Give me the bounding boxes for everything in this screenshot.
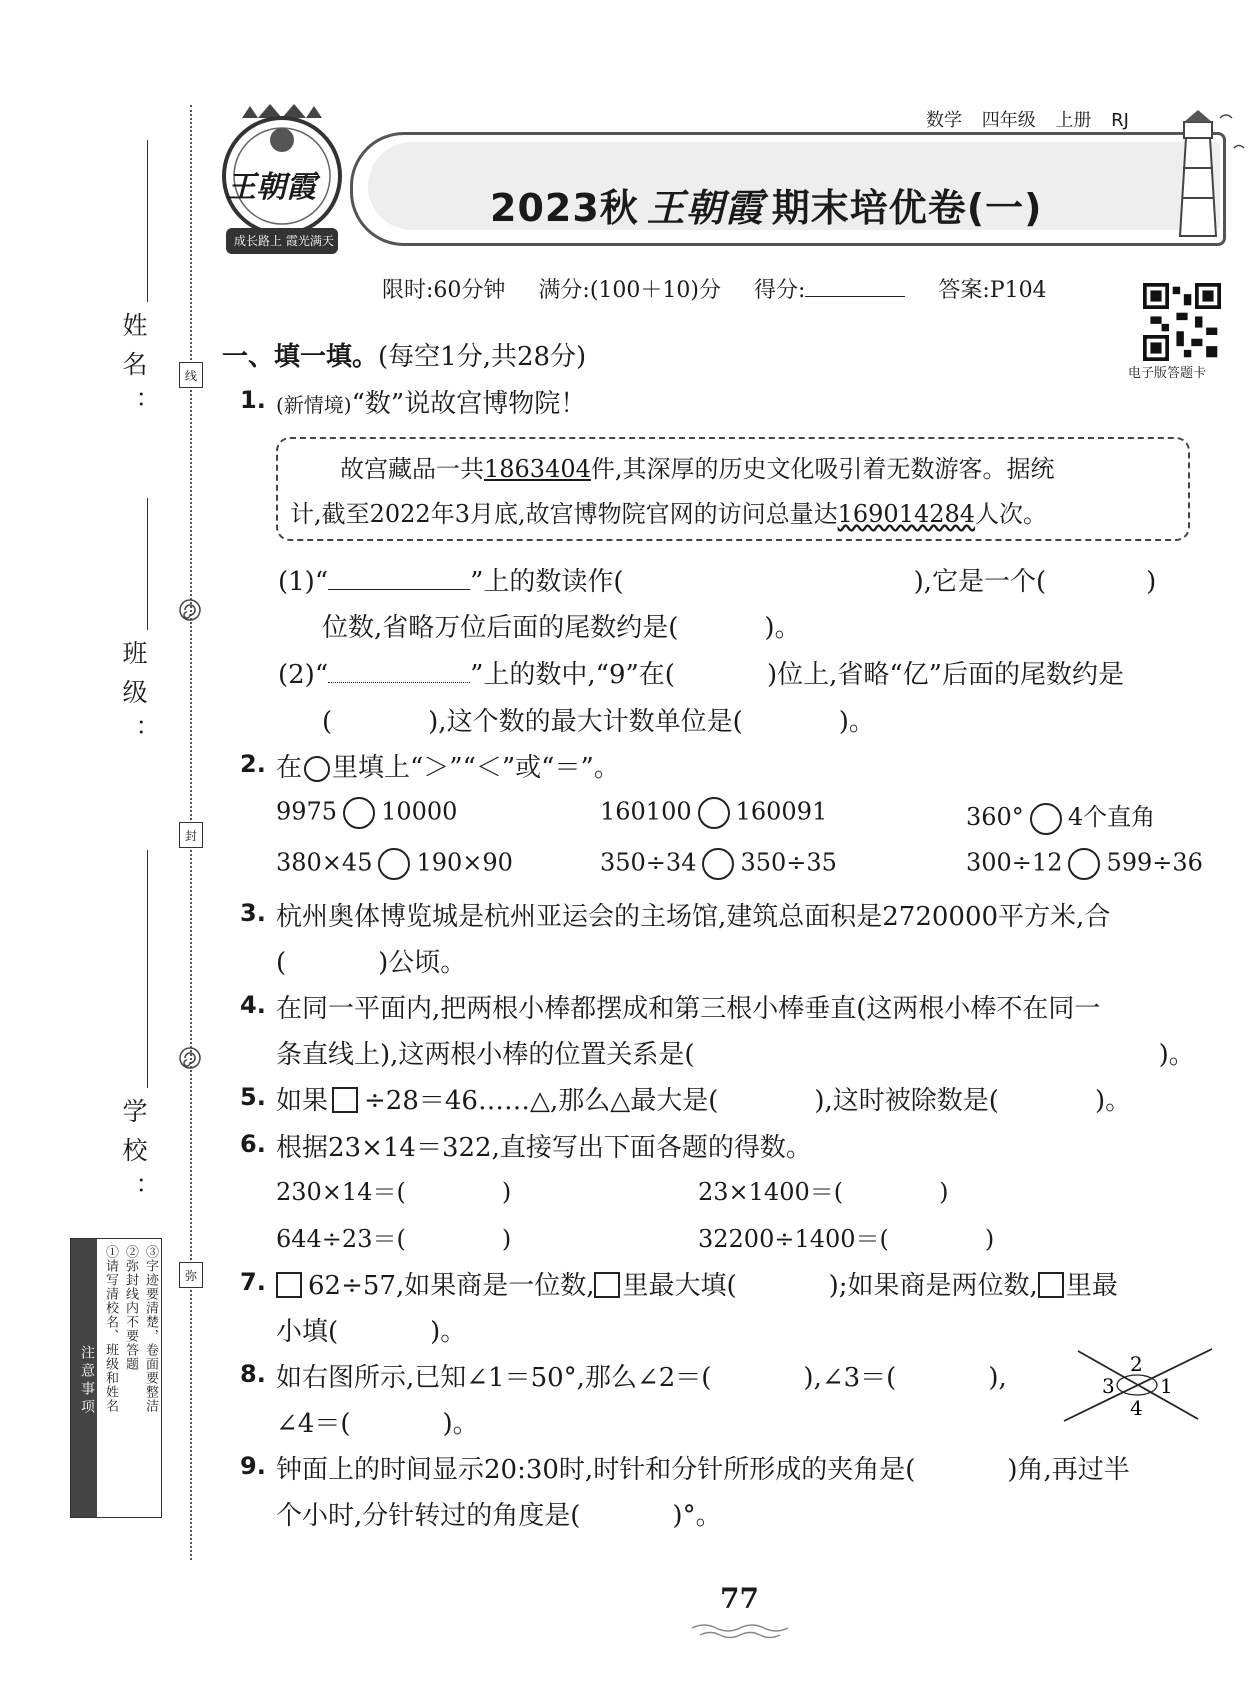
square-box[interactable] xyxy=(1038,1272,1064,1298)
wave-ornament xyxy=(690,1622,790,1640)
compare-item: 9975 10000 xyxy=(276,797,457,829)
compare-item: 360° 4个直角 xyxy=(966,797,1155,835)
compare-item: 300÷12 599÷36 xyxy=(966,848,1203,880)
q7-line1: 62÷57,如果商是一位数, 里最大填( );如果商是两位数, 里最 xyxy=(276,1265,1118,1302)
q2-text: 在 里填上“＞”“＜”或“＝”。 xyxy=(276,753,620,783)
q1-part2-line2: ( ),这个数的最大计数单位是( )。 xyxy=(322,707,875,737)
angle-label: 4 xyxy=(1130,1396,1143,1420)
section-heading: 一、填一填。(每空1分,共28分) xyxy=(222,342,587,372)
note-item: ③字迹要清楚，卷面要整洁 xyxy=(143,1245,158,1413)
compare-item: 380×45 190×90 xyxy=(276,848,513,880)
compare-circle[interactable] xyxy=(1068,848,1100,880)
q8-line2: ∠4＝( )。 xyxy=(276,1409,479,1439)
cut-mark-seal: 封 xyxy=(179,822,203,848)
underline-blank xyxy=(328,589,470,590)
notes-title: 注意事项 xyxy=(71,1239,97,1517)
q1-title: (新情境)“数”说故宫博物院！ xyxy=(276,389,587,419)
compare-circle[interactable] xyxy=(343,797,375,829)
story-line-2: 计,截至2022年3月底,故宫博物院官网的访问总量达169014284人次。 xyxy=(290,500,1048,528)
compare-item: 350÷34 350÷35 xyxy=(600,848,837,880)
class-label: 班级： xyxy=(119,640,148,757)
q6-item: 230×14＝( ) xyxy=(276,1178,512,1206)
story-number-1: 1863404 xyxy=(484,455,591,483)
q5-line: 如果 ÷28＝46……△,那么△最大是( ),这时被除数是( )。 xyxy=(276,1086,1132,1116)
logo-slogan: 成长路上 霞光满天 xyxy=(234,234,334,248)
q9-line1: 钟面上的时间显示20:30时,时针和分针所形成的夹角是( )角,再过半 xyxy=(276,1455,1130,1485)
score-label: 得分: xyxy=(754,278,806,303)
q7-line2: 小填( )。 xyxy=(276,1317,467,1347)
qr-code[interactable] xyxy=(1143,283,1221,361)
time-limit: 限时:60分钟 xyxy=(382,278,506,303)
q3-line1: 杭州奥体博览城是杭州亚运会的主场馆,建筑总面积是2720000平方米,合 xyxy=(276,902,1111,932)
school-label: 学校： xyxy=(119,1098,148,1215)
q3-line2: ( )公顷。 xyxy=(276,948,467,978)
question-number: 6. xyxy=(240,1130,266,1158)
q6-item: 32200÷1400＝( ) xyxy=(698,1225,995,1253)
question-number: 9. xyxy=(240,1452,266,1480)
q1-part1-line2: 位数,省略万位后面的尾数约是( )。 xyxy=(322,613,801,643)
q1-part2-line1: (2)“ ”上的数中,“9”在( )位上,省略“亿”后面的尾数约是 xyxy=(278,660,1124,690)
title-brand: 王朝霞 xyxy=(646,185,764,230)
qr-caption: 电子版答题卡 xyxy=(1128,366,1207,381)
cut-mark-line: 线 xyxy=(179,362,203,388)
angle-label: 1 xyxy=(1160,1374,1173,1398)
answer-ref: 答案:P104 xyxy=(938,278,1047,303)
question-number: 7. xyxy=(240,1268,266,1296)
exam-meta xyxy=(382,273,1047,304)
circle-icon xyxy=(304,756,330,782)
wavy-blank xyxy=(328,682,470,683)
subject-line: 数学 四年级 上册 RJ xyxy=(926,110,1129,131)
q6-item: 644÷23＝( ) xyxy=(276,1225,512,1253)
square-box[interactable] xyxy=(332,1087,358,1113)
q6-item: 23×1400＝( ) xyxy=(698,1178,949,1206)
angle-label: 3 xyxy=(1102,1374,1115,1398)
square-box[interactable] xyxy=(276,1272,302,1298)
spiral-icon xyxy=(178,1046,202,1070)
note-item: ②弥封线内不要答题 xyxy=(123,1245,138,1371)
angle-figure xyxy=(1058,1345,1218,1425)
class-line xyxy=(147,498,148,630)
name-line xyxy=(147,140,148,302)
full-score: 满分:(100＋10)分 xyxy=(538,278,721,303)
q4-line1: 在同一平面内,把两根小棒都摆成和第三根小棒垂直(这两根小棒不在同一 xyxy=(276,994,1101,1024)
lighthouse-icon xyxy=(1140,108,1249,238)
question-number: 5. xyxy=(240,1083,266,1111)
angle-label: 2 xyxy=(1130,1352,1143,1376)
spiral-icon xyxy=(178,598,202,622)
cut-mark-close: 弥 xyxy=(179,1262,203,1288)
page-number: 77 xyxy=(720,1582,759,1615)
name-label: 姓名： xyxy=(119,312,148,429)
question-number: 2. xyxy=(240,750,266,778)
square-box[interactable] xyxy=(594,1272,620,1298)
logo-text: 王朝霞 xyxy=(226,170,316,205)
compare-circle[interactable] xyxy=(698,797,730,829)
question-number: 3. xyxy=(240,899,266,927)
note-item: ①请写清校名、班级和姓名 xyxy=(103,1245,118,1413)
score-field[interactable] xyxy=(805,296,905,297)
compare-circle[interactable] xyxy=(702,848,734,880)
q8-line1: 如右图所示,已知∠1＝50°,那么∠2＝( ),∠3＝( ), xyxy=(276,1363,1007,1393)
school-line xyxy=(147,850,148,1088)
compare-circle[interactable] xyxy=(1030,803,1062,835)
page-title: 2023秋 王朝霞 期末培优卷(一) xyxy=(490,185,1043,230)
q6-text: 根据23×14＝322,直接写出下面各题的得数。 xyxy=(276,1133,812,1163)
question-number: 4. xyxy=(240,991,266,1019)
q4-line2: 条直线上),这两根小棒的位置关系是( )。 xyxy=(276,1040,1195,1070)
compare-circle[interactable] xyxy=(378,848,410,880)
notes-box xyxy=(70,1238,162,1518)
story-line-1: 故宫藏品一共1863404件,其深厚的历史文化吸引着无数游客。据统 xyxy=(340,455,1055,483)
compare-item: 160100 160091 xyxy=(600,797,827,829)
q9-line2: 个小时,分针转过的角度是( )°。 xyxy=(276,1501,722,1531)
question-number: 8. xyxy=(240,1360,266,1388)
q1-part1-line1: (1)“ ”上的数读作( ),它是一个( ) xyxy=(278,567,1157,597)
story-number-2: 169014284 xyxy=(837,500,976,528)
question-number: 1. xyxy=(240,386,266,414)
